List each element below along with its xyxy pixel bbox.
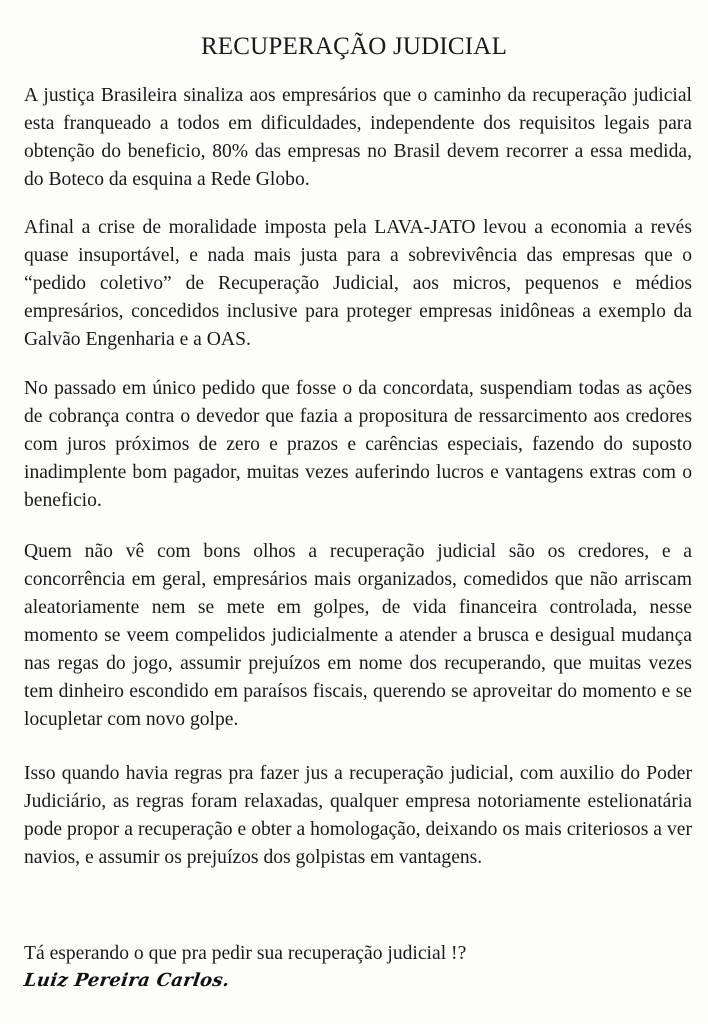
document-title: RECUPERAÇÃO JUDICIAL <box>200 33 508 60</box>
paragraph-3: No passado em único pedido que fosse o da concordata, suspendiam todas as ações de cobrança contra o devedor que fazia a propositura de ressarcimento aos credores com juros próximos de zero e prazos e carências especiais, fazendo do suposto inadimplente bom pagador, muitas vezes auferindo lucros e vantagens extras com o beneficio. <box>24 378 692 511</box>
author-signature: Luiz Pereira Carlos. <box>22 970 231 991</box>
paragraph-1: A justiça Brasileira sinaliza aos empresários que o caminho da recuperação judicial esta franqueado a todos em dificuldades, independente dos requisitos legais para obtenção do beneficio, 80% das empresas no Brasil devem recorrer a essa medida, do Boteco da esquina a Rede Globo. <box>24 85 692 190</box>
paragraph-2: Afinal a crise de moralidade imposta pela LAVA-JATO levou a economia a revés quase insuportável, e nada mais justa para a sobrevivência das empresas que o “pedido coletivo” de Recuperação Judicial, aos micros, pequenos e médios empresários, concedidos inclusive para proteger empresas inidôneas a exemplo da Galvão Engenharia e a OAS. <box>24 217 692 350</box>
paragraph-5: Isso quando havia regras pra fazer jus a recuperação judicial, com auxilio do Poder Judiciário, as regras foram relaxadas, qualquer empresa notoriamente estelionatária pode propor a recuperação e obter a homologação, deixando os mais criteriosos a ver navios, e assumir os prejuízos dos golpistas em vantagens. <box>24 763 692 868</box>
closing-question: Tá esperando o que pra pedir sua recuperação judicial !? <box>24 943 467 964</box>
paragraph-4: Quem não vê com bons olhos a recuperação judicial são os credores, e a concorrência em geral, empresários mais organizados, comedidos que não arriscam aleatoriamente nem se mete em golpes, de vida financeira controlada, nesse momento se veem compelidos judicialmente a atender a brusca e desigual mudança nas regas do jogo, assumir prejuízos em nome dos recuperando, que muitas vezes tem dinheiro escondido em paraísos fiscais, querendo se aproveitar do momento e se locupletar com novo golpe. <box>24 541 692 730</box>
